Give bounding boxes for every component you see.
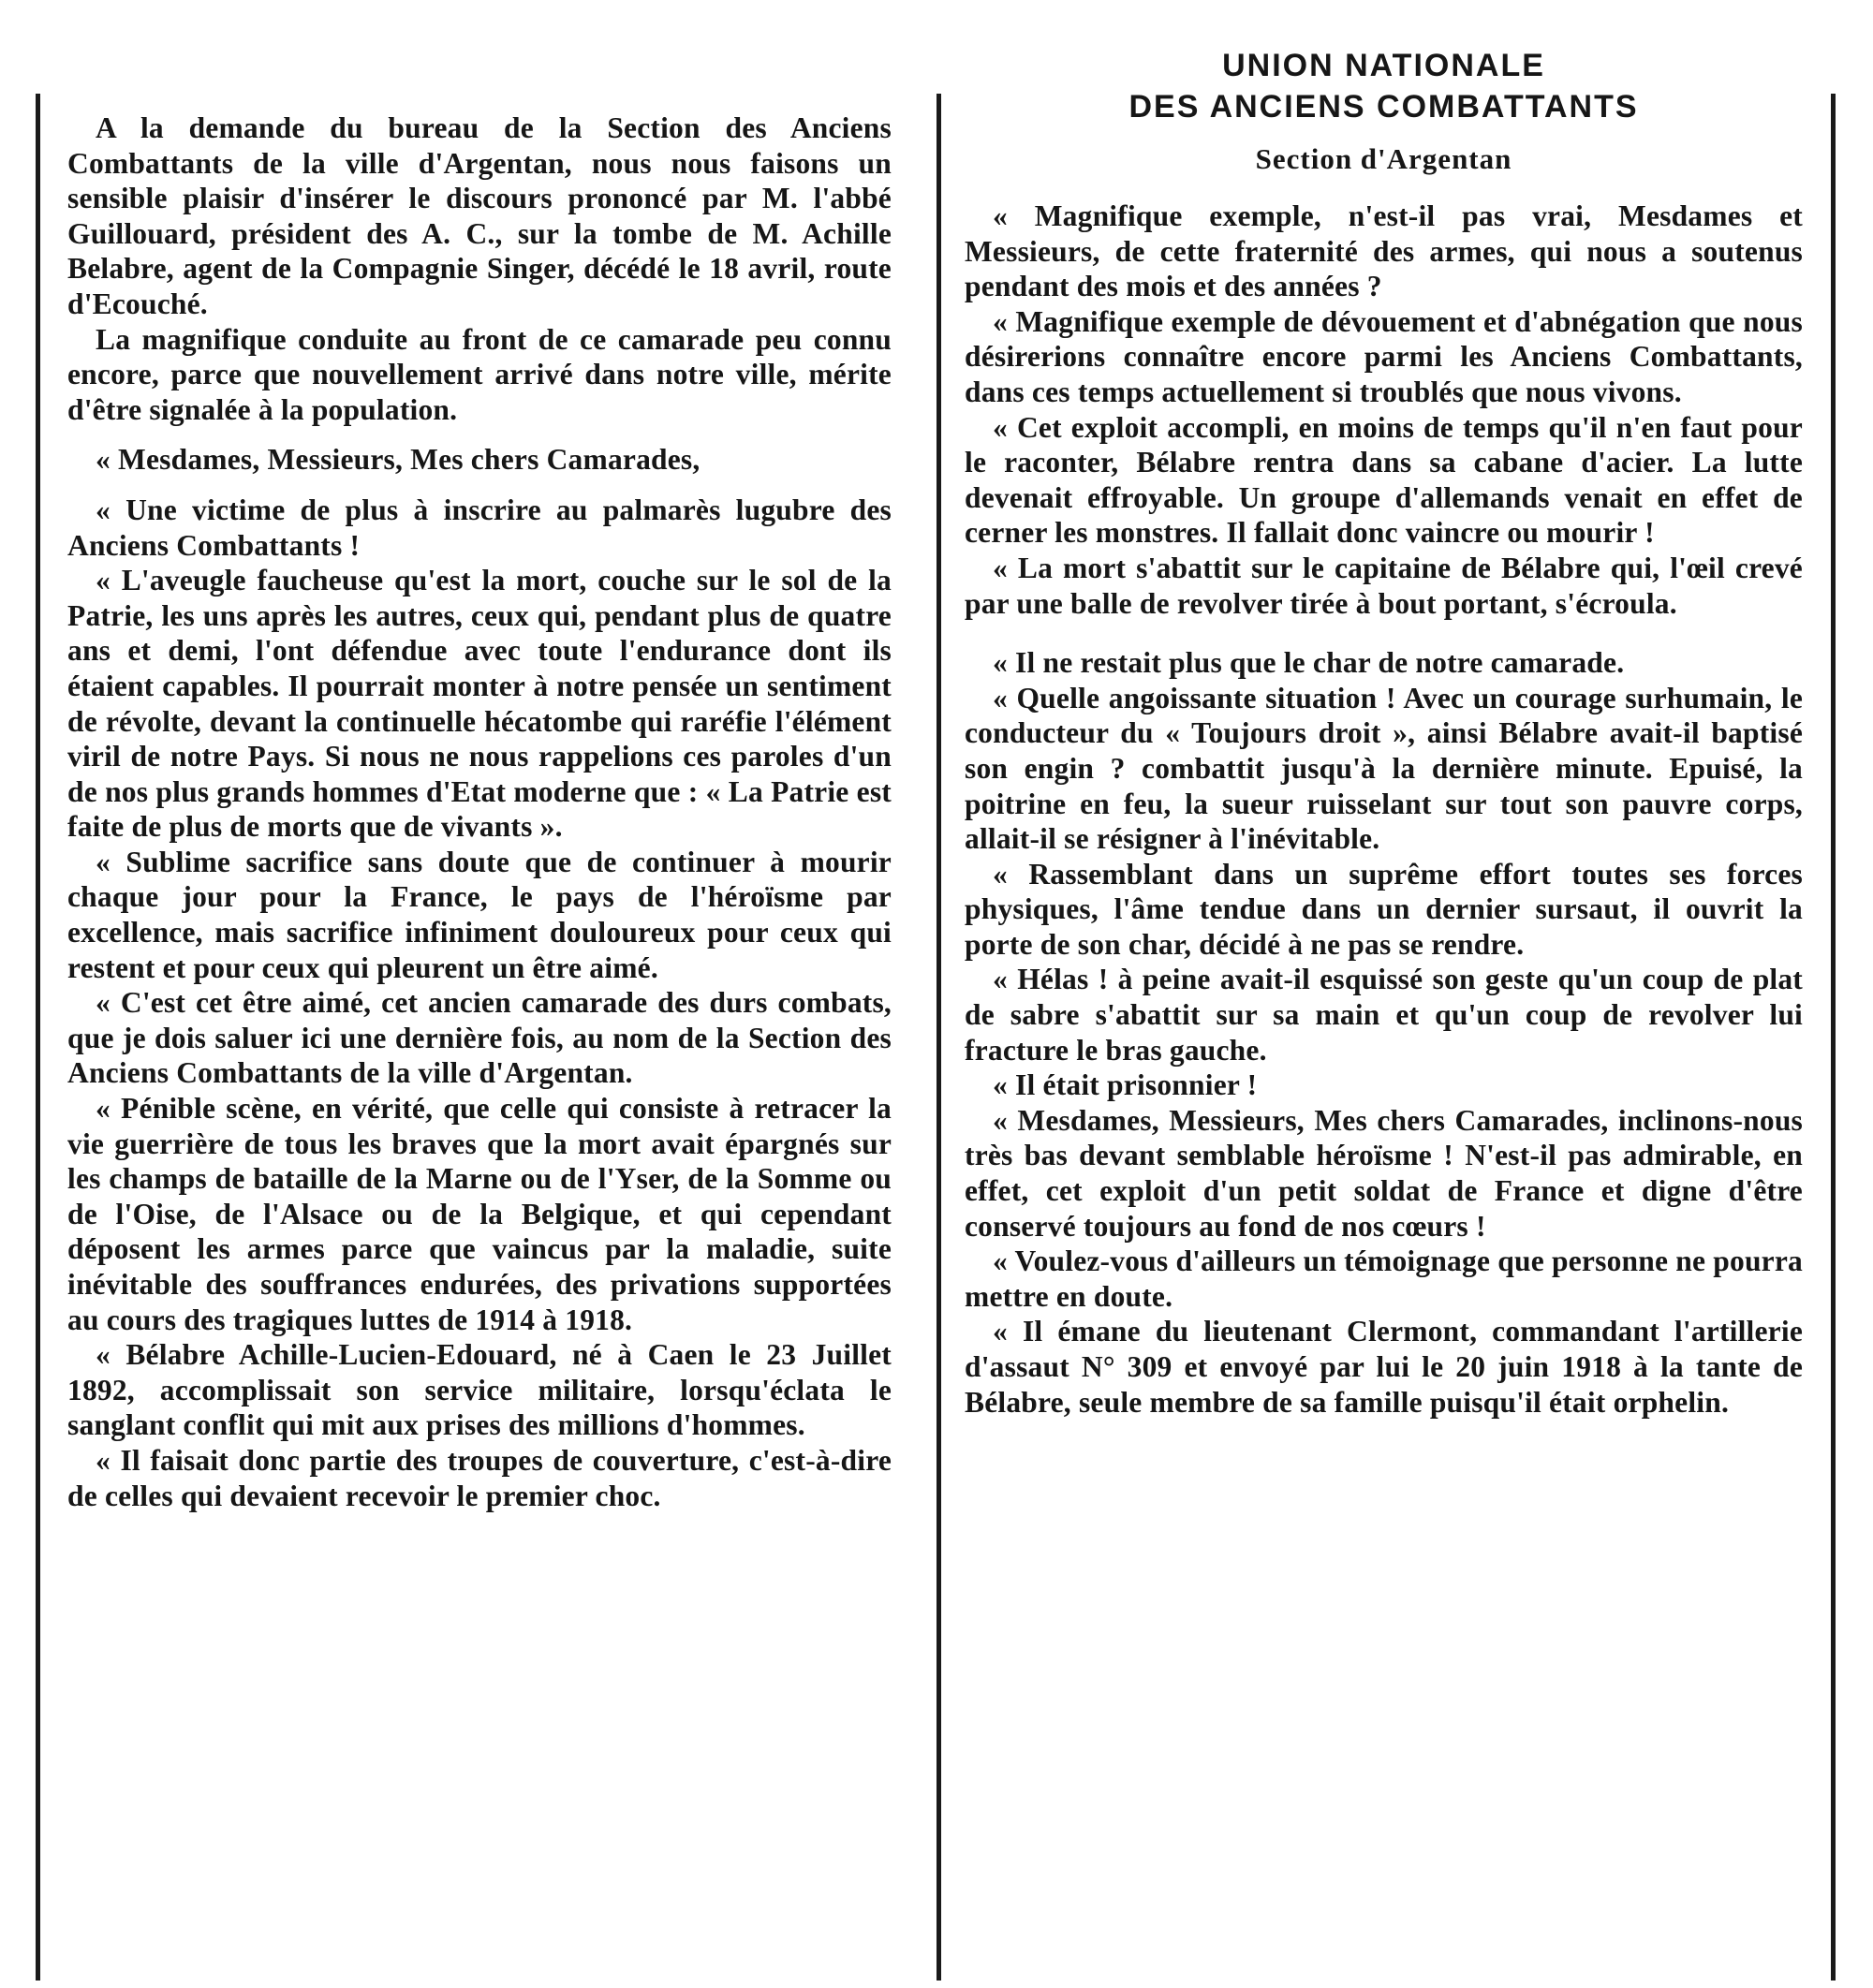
paragraph: « Magnifique exemple, n'est-il pas vrai, Mesdames et Messieurs, de cette fraternité des armes, qui nous a soutenus pendant des mois et des années ? [965, 199, 1803, 303]
headline: UNION NATIONALE [1222, 48, 1545, 83]
column-rule-left [36, 94, 40, 1981]
paragraph: La magnifique conduite au front de ce camarade peu connu encore, parce que nouvellement arrivé dans notre ville, mérite d'être signalée à la population. [67, 322, 892, 426]
paragraph: A la demande du bureau de la Section des Anciens Combattants de la ville d'Argentan, nous nous faisons un sensible plaisir d'insérer le discours prononcé par M. l'abbé Guillouard, président des A. C., sur la tombe de M. Achille Belabre, agent de la Compagnie Singer, décédé le 18 avril, route d'Ecouché. [67, 111, 892, 320]
paragraph: « Il était prisonnier ! [993, 1068, 1258, 1102]
paragraph: « L'aveugle faucheuse qu'est la mort, couche sur le sol de la Patrie, les uns après les autres, ceux qui, pendant plus de quatre ans et demi, l'ont défendue avec toute l'endurance dont ils étaient capables. Il pourrait monter à notre pensée un sentiment de révolte, devant la continuelle hécatombe qui raréfie l'élément viril de notre Pays. Si nous ne nous rappelions ces paroles d'un de nos plus grands hommes d'Etat moderne que : « La Patrie est faite de plus de morts que de vivants ». [67, 564, 892, 844]
paragraph: « Hélas ! à peine avait-il esquissé son geste qu'un coup de plat de sabre s'abattit sur sa main et qu'un coup de revolver lui fracture le bras gauche. [965, 963, 1803, 1067]
headline-second-line: DES ANCIENS COMBATTANTS [1128, 89, 1639, 125]
column-rule-middle [936, 94, 941, 1981]
subheadline: Section d'Argentan [1255, 142, 1512, 175]
paragraph: « Il faisait donc partie des troupes de couverture, c'est-à-dire de celles qui devaient recevoir le premier choc. [67, 1443, 892, 1512]
left-column [67, 0, 892, 1513]
paragraph: « Bélabre Achille-Lucien-Edouard, né à Caen le 23 Juillet 1892, accomplissait son service militaire, lorsqu'éclata le sanglant conflit qui mit aux prises des millions d'hommes. [67, 1338, 892, 1442]
paragraph: « C'est cet être aimé, cet ancien camarade des durs combats, que je dois saluer ici une dernière fois, au nom de la Section des Anciens Combattants de la ville d'Argentan. [67, 986, 892, 1090]
paragraph: « Cet exploit accompli, en moins de temps qu'il n'en faut pour le raconter, Bélabre rentra dans sa cabane d'acier. La lutte devenait effroyable. Un groupe d'allemands venait en effet de cerner les monstres. Il fallait donc vaincre ou mourir ! [965, 410, 1803, 550]
paragraph: « Il ne restait plus que le char de notre camarade. [993, 646, 1625, 680]
paragraph: « Rassemblant dans un suprême effort toutes ses forces physiques, l'âme tendue dans un dernier sursaut, il ouvrit la porte de son char, décidé à ne pas se rendre. [965, 857, 1803, 961]
right-column [965, 0, 1803, 1420]
paragraph: « Mesdames, Messieurs, Mes chers Camarades, inclinons-nous très bas devant semblable héroïsme ! N'est-il pas admirable, en effet, cet exploit d'un petit soldat de France et digne d'être conservé toujours au fond de nos cœurs ! [965, 1103, 1803, 1243]
paragraph: « Il émane du lieutenant Clermont, commandant l'artillerie d'assaut N° 309 et envoyé par lui le 20 juin 1918 à la tante de Bélabre, seule membre de sa famille puisqu'il était orphelin. [965, 1315, 1803, 1419]
paragraph: « Magnifique exemple de dévouement et d'abnégation que nous désirerions connaître encore parmi les Anciens Combattants, dans ces temps actuellement si troublés que nous vivons. [965, 304, 1803, 408]
paragraph: « La mort s'abattit sur le capitaine de Bélabre qui, l'œil crevé par une balle de revolver tirée à bout portant, s'écroula. [965, 551, 1803, 620]
salutation: « Mesdames, Messieurs, Mes chers Camarades, [96, 443, 701, 477]
paragraph: « Quelle angoissante situation ! Avec un courage surhumain, le conducteur du « Toujours droit », ainsi Bélabre avait-il baptisé son engin ? combattit jusqu'à la dernière minute. Epuisé, la poitrine en feu, la sueur ruisselant sur tout son pauvre corps, allait-il se résigner à l'inévitable. [965, 681, 1803, 856]
paragraph: « Pénible scène, en vérité, que celle qui consiste à retracer la vie guerrière de tous les braves que la mort avait épargnés sur les champs de bataille de la Marne ou de l'Yser, de la Somme ou de l'Oise, de l'Alsace ou de la Belgique, et qui cependant déposent les armes parce que vaincus par la maladie, suite inévitable des souffrances endurées, des privations supportées au cours des tragiques luttes de 1914 à 1918. [67, 1092, 892, 1336]
column-rule-right [1831, 94, 1836, 1981]
paragraph: « Sublime sacrifice sans doute que de continuer à mourir chaque jour pour la France, le pays de l'héroïsme par excellence, mais sacrifice infiniment douloureux pour ceux qui restent et pour ceux qui pleurent un être aimé. [67, 845, 892, 984]
paragraph: « Voulez-vous d'ailleurs un témoignage que personne ne pourra mettre en doute. [965, 1244, 1803, 1313]
paragraph: « Une victime de plus à inscrire au palmarès lugubre des Anciens Combattants ! [67, 493, 892, 562]
